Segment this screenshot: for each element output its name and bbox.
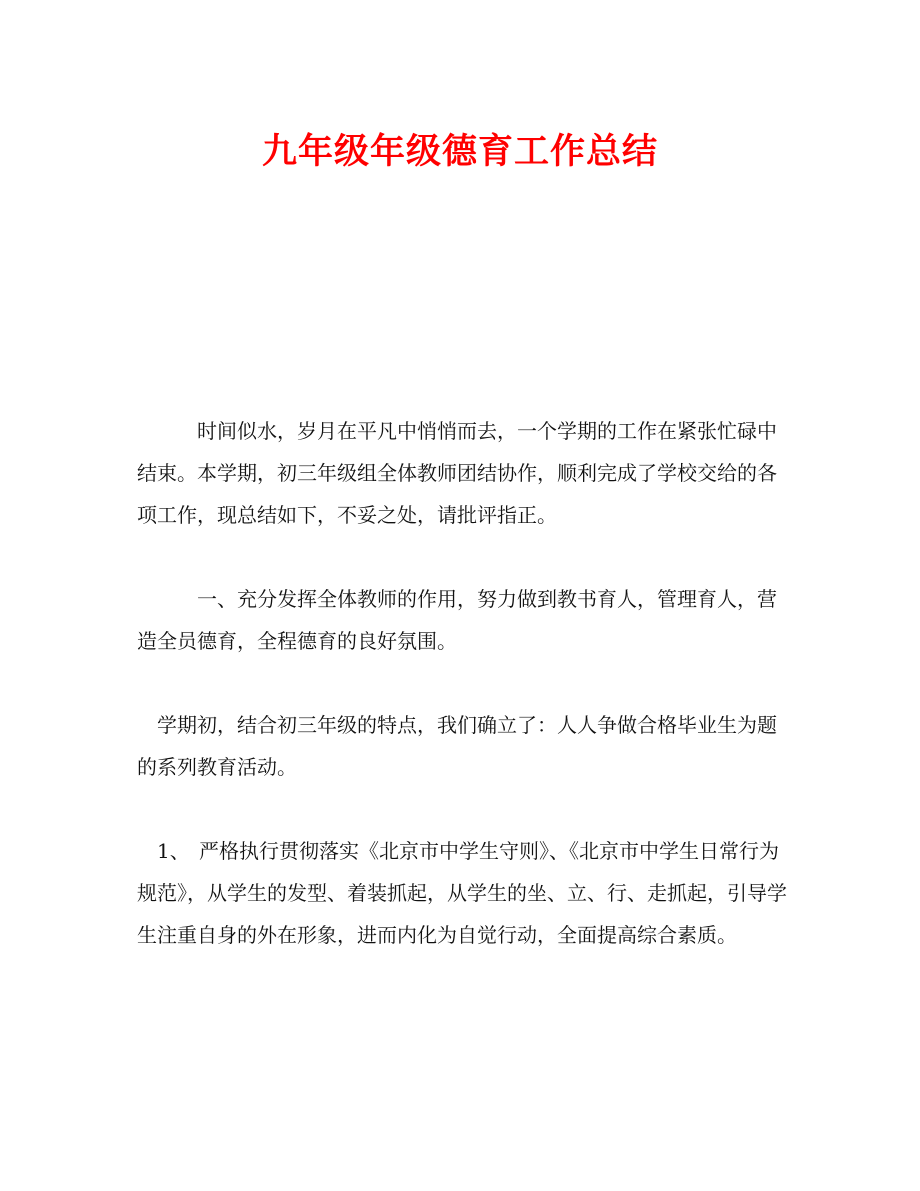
paragraph-section-1: 一、充分发挥全体教师的作用，努力做到教书育人，管理育人，营造全员德育，全程德育的良好氛围。: [137, 587, 777, 653]
list-item-1: [137, 830, 787, 956]
paragraph-activities: 学期初，结合初三年级的特点，我们确立了：人人争做合格毕业生为题的系列教育活动。: [137, 713, 777, 779]
document-title: 九年级年级德育工作总结: [261, 131, 658, 172]
list-item-text: 严格执行贯彻落实《北京市中学生守则》、《北京市中学生日常行为规范》，从学生的发型、着装抓起，从学生的坐、立、行、走抓起，引导学生注重自身的外在形象，进而内化为自觉行动，全面提高综合素质。: [137, 839, 787, 947]
list-item-number: 1、: [157, 839, 190, 863]
document-body: [137, 410, 787, 956]
paragraph-intro: 时间似水，岁月在平凡中悄悄而去，一个学期的工作在紧张忙碌中结束。本学期，初三年级组全体教师团结协作，顺利完成了学校交给的各项工作，现总结如下，不妥之处，请批评指正。: [137, 419, 777, 527]
